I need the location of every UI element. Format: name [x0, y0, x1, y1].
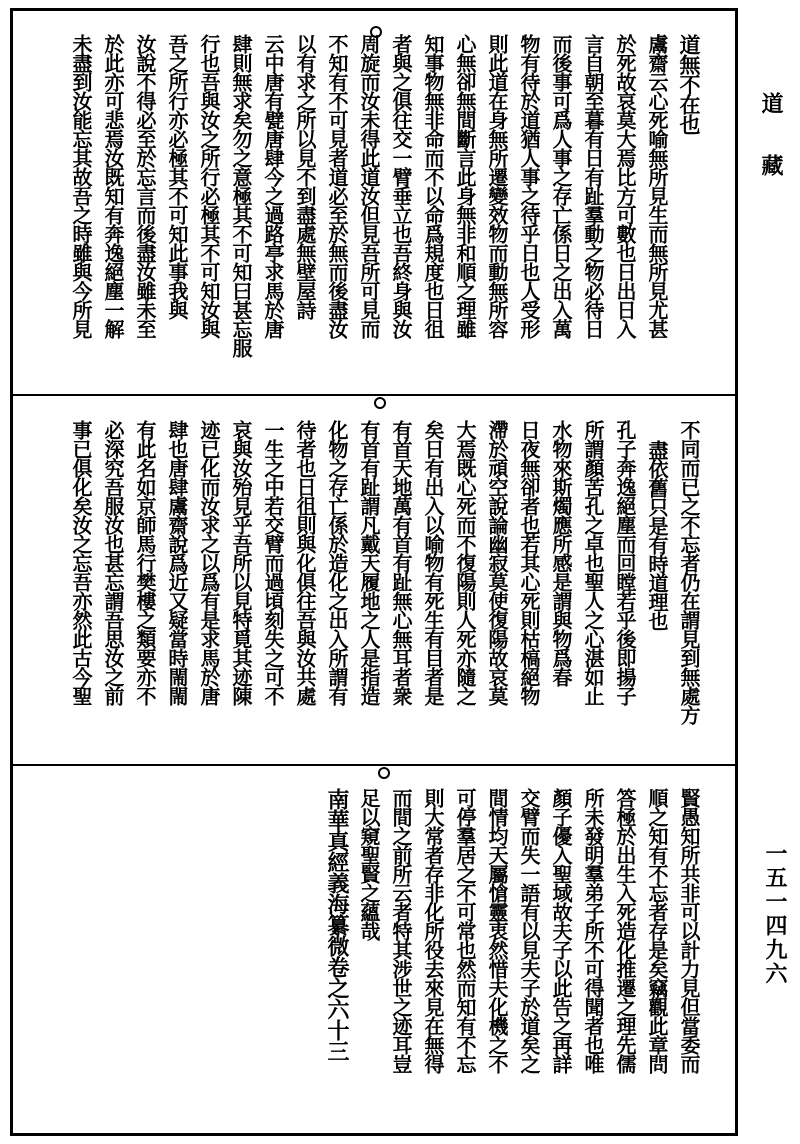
text-column: 道無不在也	[677, 34, 702, 134]
text-column: 而間之前所云者特其涉世之迹耳豈	[389, 788, 413, 1073]
volume-title: 南華真經義海纂微卷之六十三	[324, 788, 350, 1061]
text-column: 哀與汝殆見乎吾所以見特覓其迹陳	[229, 420, 253, 705]
text-column: 賢愚知所共非可以計力見但當委而	[677, 788, 701, 1073]
text-column: 水物來斯燭應所感是謂與物爲春	[549, 420, 573, 686]
text-column: 云中唐有甓唐肆今之過路亭求馬於唐	[261, 34, 285, 338]
text-column: 於死故哀莫大焉比方可數也日出日入	[613, 34, 637, 338]
section-divider	[10, 394, 738, 396]
text-panel-bottom	[44, 788, 704, 1118]
text-column: 可停羣居之不可常也然而知有不忘	[453, 788, 477, 1073]
text-column: 所謂顏苦孔之卓也聖人之心湛如止	[581, 420, 605, 705]
text-column: 一生之中若交臂而過頃刻失之可不	[261, 420, 285, 705]
text-column: 滯於頑空說論幽寂莫使復陽故哀莫	[485, 420, 509, 705]
text-column: 心無卻無間斷言此身無非和順之理雖	[453, 34, 477, 338]
section-divider	[10, 764, 738, 766]
text-column: 顏子優入聖域故夫子以此告之再詳	[549, 788, 573, 1073]
text-column: 鬳齋云心死喻無所見生而無所見尤甚	[645, 34, 669, 338]
text-column: 不知有不可見者道必至於無而後盡汝	[325, 34, 349, 338]
text-column: 事已俱化矣汝之忘吾亦然此古今聖	[69, 420, 93, 705]
text-column: 盡依舊只是有時道理也	[645, 440, 669, 630]
text-column: 吾之所行亦必極其不可知此事我與	[165, 34, 189, 319]
text-column: 物有待於道猶人事之待乎日也人受形	[517, 34, 541, 338]
text-column: 交臂而失一語有以見夫子於道矣之	[517, 788, 541, 1073]
text-column: 者與之俱往交一臂垂立也吾終身與汝	[389, 34, 413, 338]
text-column: 則大常者存非化所役去來見在無得	[421, 788, 445, 1073]
text-column: 知事物無非命而不以命爲規度也日徂	[421, 34, 445, 338]
text-column: 汝說不得必至於忘言而後盡汝雖未至	[133, 34, 157, 338]
text-column: 周旋而汝未得此道汝但見吾所可見而	[357, 34, 381, 338]
text-column: 而後事可爲人事之存亡係日之出入萬	[549, 34, 573, 338]
text-column: 順之知有不忘者存是矣竊觀此章問	[645, 788, 669, 1073]
text-column: 於此亦可悲焉汝既知有奔逸絕塵一解	[101, 34, 125, 338]
text-column: 行也吾與汝之所行必極其不可知汝與	[197, 34, 221, 338]
text-column: 足以窺聖賢之蘊哉	[357, 788, 381, 940]
margin-header: 道藏	[758, 92, 784, 216]
text-column: 所未發明羣弟子所不可得聞者也唯	[581, 788, 605, 1073]
text-column: 日夜無卻者也若其心死則枯槁絕物	[517, 420, 541, 705]
text-column: 有此名如京師馬行樊樓之類要亦不	[133, 420, 157, 705]
text-column: 肆則無求矣勿之意極其不可知曰甚忘服	[229, 34, 253, 357]
text-panel-middle	[44, 420, 704, 756]
text-column: 答極於出生入死造化推遷之理先儒	[613, 788, 637, 1073]
text-column: 必深究吾服汝也甚忘謂吾思汝之前	[101, 420, 125, 705]
circle-mark-icon	[378, 767, 390, 779]
text-column: 有首有趾謂凡戴天履地之人是指造	[357, 420, 381, 705]
text-column: 孔子奔逸絕塵而回瞠若乎後即揚子	[613, 420, 637, 705]
text-column: 以有求之所以見不到盡處無壁屋詩	[293, 34, 317, 319]
text-column: 迹已化而汝求之以爲有是求馬於唐	[197, 420, 221, 705]
text-column: 矣日有出入以喻物有死生有目者是	[421, 420, 445, 705]
text-column: 肆也唐肆鬳齋說爲近又疑當時閙閙	[165, 420, 189, 705]
text-column: 則此道在身無所遷變效物而動無所容	[485, 34, 509, 338]
circle-mark-icon	[374, 397, 386, 409]
text-column: 不同而已之不忘者仍在謂見到無處方	[677, 420, 701, 724]
text-column: 有首天地萬有首有趾無心無耳者衆	[389, 420, 413, 705]
text-column: 大焉既心死而不復陽則人死亦隨之	[453, 420, 477, 705]
page-number: 一五一四九六	[762, 842, 788, 986]
text-column: 化物之存亡係於造化之出入所謂有	[325, 420, 349, 705]
text-panel-top	[44, 34, 704, 384]
text-column: 待者也日徂則與化俱往吾與汝共處	[293, 420, 317, 705]
text-column: 間情均天屬愴靈衷然惜夫化機之不	[485, 788, 509, 1073]
text-column: 未盡到汝能忘其故吾之時雖與今所見	[69, 34, 93, 338]
text-column: 言自朝至暮有日有趾羣動之物必待日	[581, 34, 605, 338]
